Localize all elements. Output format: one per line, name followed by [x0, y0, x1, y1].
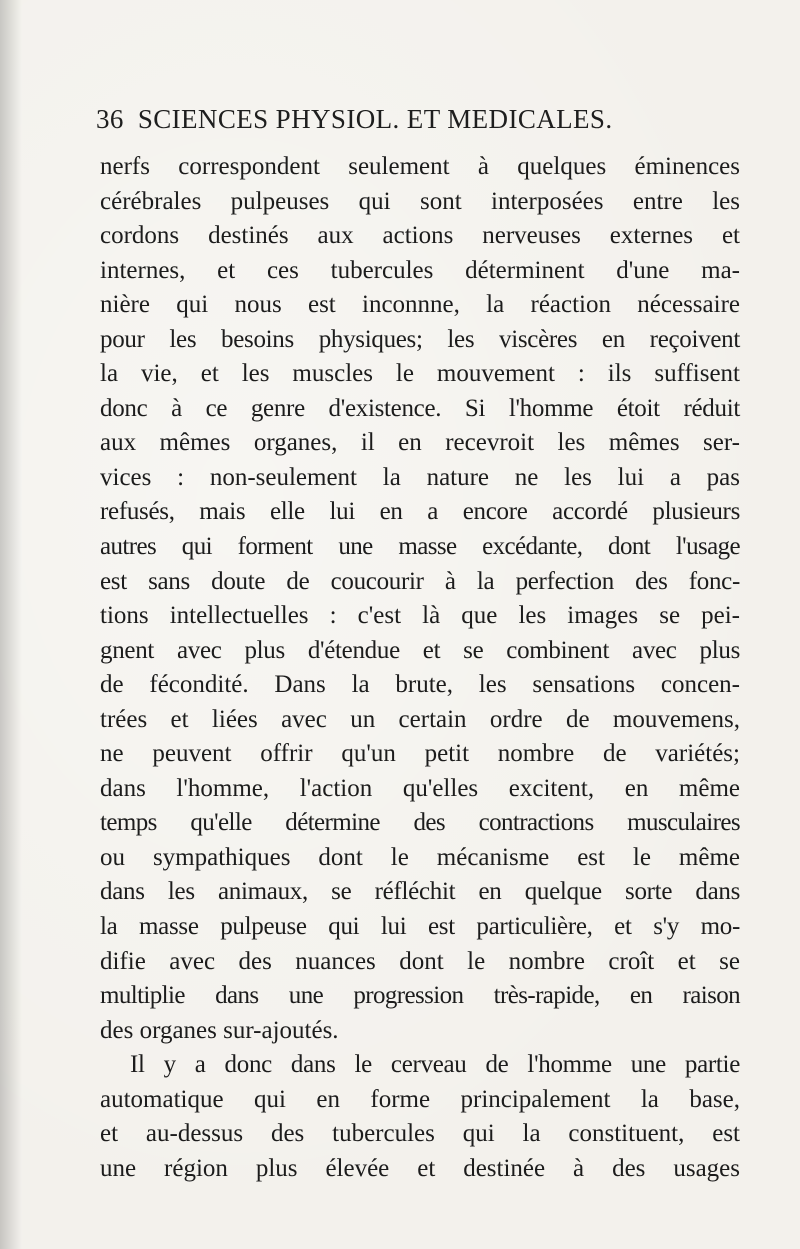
text-line: trées et liées avec un certain ordre de mouvemens, [100, 705, 740, 733]
text-line: gnent avec plus d'étendue et se combinent avec plus [100, 636, 740, 664]
text-line: multiplie dans une progression très-rapide, en raison [100, 982, 740, 1010]
text-line: de fécondité. Dans la brute, les sensations concen- [100, 671, 740, 699]
paragraph-2 [100, 1048, 740, 1186]
text-line: la masse pulpeuse qui lui est particulière, et s'y mo- [100, 913, 740, 941]
text-line: vices : non-seulement la nature ne les lui a pas [100, 463, 740, 491]
text-line: tions intellectuelles : c'est là que les images se pei- [100, 602, 740, 630]
text-line: est sans doute de coucourir à la perfection des fonc- [100, 567, 740, 595]
text-line: autres qui forment une masse excédante, dont l'usage [100, 533, 740, 561]
text-line: aux mêmes organes, il en recevroit les mêmes ser- [100, 429, 740, 457]
body-text [100, 150, 740, 1186]
text-line: ou sympathiques dont le mécanisme est le même [100, 843, 740, 871]
text-line: difie avec des nuances dont le nombre croît et se [100, 947, 740, 975]
text-line: automatique qui en forme principalement la base, [100, 1085, 740, 1113]
text-line: donc à ce genre d'existence. Si l'homme étoit réduit [100, 394, 740, 422]
text-line: une région plus élevée et destinée à des usages [100, 1154, 740, 1182]
text-line: cordons destinés aux actions nerveuses externes et [100, 222, 740, 250]
text-line: dans les animaux, se réfléchit en quelque sorte dans [100, 878, 740, 906]
text-line: et au-dessus des tubercules qui la constituent, est [100, 1120, 740, 1148]
running-header [96, 104, 688, 144]
text-line: ne peuvent offrir qu'un petit nombre de variétés; [100, 740, 740, 768]
text-line: refusés, mais elle lui en a encore accordé plusieurs [100, 498, 740, 526]
page-number: 36 [96, 104, 124, 134]
text-line: nerfs correspondent seulement à quelques éminences [100, 153, 740, 180]
text-line: nière qui nous est inconnne, la réaction nécessaire [100, 291, 740, 319]
text-line: Il y a donc dans le cerveau de l'homme une partie [130, 1051, 740, 1079]
binding-shadow [0, 0, 22, 1249]
text-line: temps qu'elle détermine des contractions musculaires [100, 809, 740, 837]
text-line: des organes sur-ajoutés. [100, 1016, 339, 1044]
text-line: pour les besoins physiques; les viscères en reçoivent [100, 325, 740, 353]
text-line: internes, et ces tubercules déterminent d'une ma- [100, 256, 740, 284]
text-line: cérébrales pulpeuses qui sont interposées entre les [100, 187, 740, 215]
text-line: la vie, et les muscles le mouvement : ils suffisent [100, 360, 740, 388]
running-title: SCIENCES PHYSIOL. ET MEDICALES. [137, 104, 613, 134]
text-line: dans l'homme, l'action qu'elles excitent, en même [100, 774, 740, 802]
paragraph-1 [100, 150, 740, 1048]
